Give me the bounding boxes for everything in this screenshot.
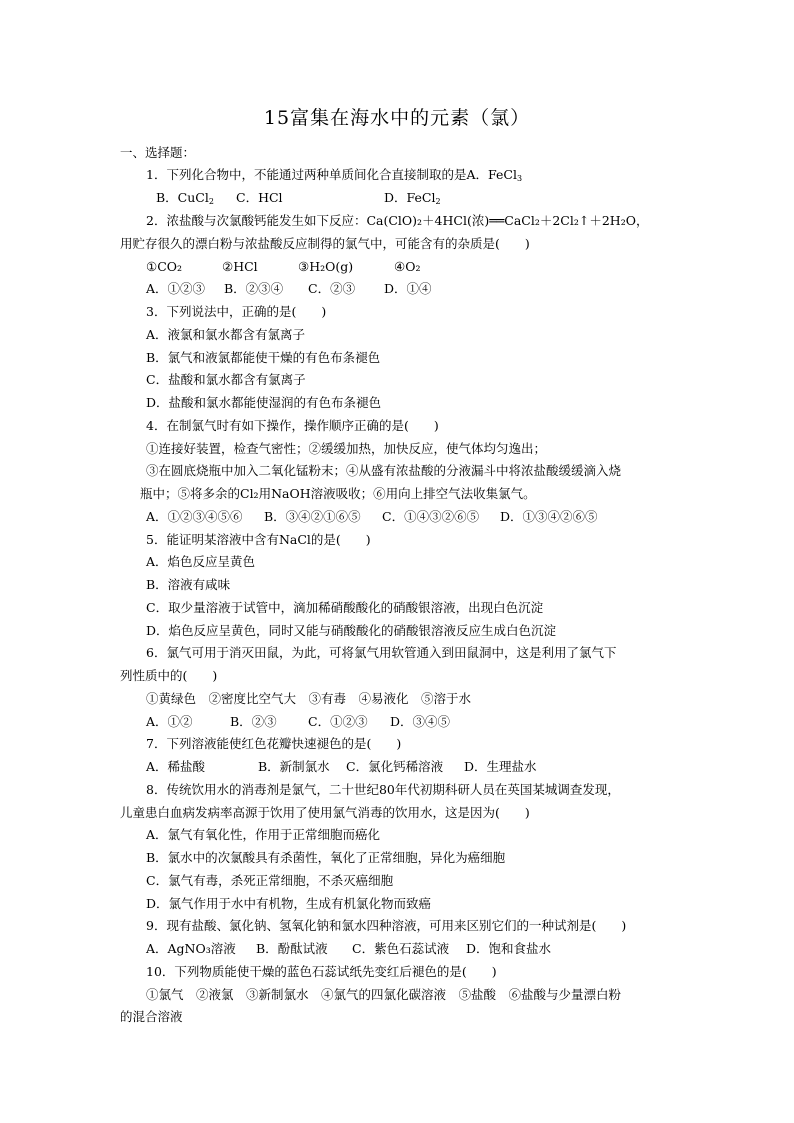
- question-9-stem: 9．现有盐酸、氯化钠、氢氧化钠和氯水四种溶液，可用来区别它们的一种试剂是( ): [146, 918, 627, 933]
- q4-option: D．①③④②⑥⑤: [500, 509, 598, 524]
- q8-option: C．氯气有毒，杀死正常细胞，不杀灭癌细胞: [146, 873, 394, 888]
- q5-option: D．焰色反应呈黄色，同时又能与硝酸酸化的硝酸银溶液反应生成白色沉淀: [146, 623, 557, 638]
- q7-option: D．生理盐水: [464, 759, 537, 774]
- question-4-line-2: ③在圆底烧瓶中加入二氧化锰粉末；④从盛有浓盐酸的分液漏斗中将浓盐酸缓缓滴入烧: [146, 463, 622, 478]
- question-4-line-1: ①连接好装置，检查气密性；②缓缓加热，加快反应，使气体均匀逸出；: [146, 441, 547, 456]
- q3-option: A．液氯和氯水都含有氯离子: [146, 327, 306, 342]
- question-10-line-1: ①氯气 ②液氯 ③新制氯水 ④氯气的四氯化碳溶液 ⑤盐酸 ⑥盐酸与少量漂白粉: [146, 987, 622, 1002]
- q6-option: D．③④⑤: [390, 714, 451, 729]
- question-5-stem: 5．能证明某溶液中含有NaCl的是( ): [146, 532, 371, 547]
- question-2-line-2: 用贮存很久的漂白粉与浓盐酸反应制得的氯气中，可能含有的杂质是( ): [120, 236, 530, 251]
- question-7-stem: 7．下列溶液能使红色花瓣快速褪色的是( ): [146, 736, 402, 751]
- question-6-items: ①黄绿色 ②密度比空气大 ③有毒 ④易液化 ⑤溶于水: [146, 691, 472, 706]
- question-4-stem: 4．在制氯气时有如下操作，操作顺序正确的是( ): [146, 418, 439, 433]
- q1-option-c: C．HCl: [236, 190, 283, 205]
- q2-item: ②HCl: [222, 259, 258, 274]
- question-1-stem: 1．下列化合物中，不能通过两种单质间化合直接制取的是: [146, 167, 467, 182]
- q3-option: C．盐酸和氯水都含有氯离子: [146, 372, 306, 387]
- q1-option-d: D．FeCl$_2$: [384, 190, 441, 206]
- q2-item: ④O₂: [394, 259, 421, 274]
- q5-option: C．取少量溶液于试管中，滴加稀硝酸酸化的硝酸银溶液，出现白色沉淀: [146, 600, 544, 615]
- question-4-line-3: 瓶中；⑤将多余的Cl₂用NaOH溶液吸收；⑥用向上排空气法收集氯气。: [140, 486, 536, 501]
- q8-option: A．氯气有氧化性，作用于正常细胞而癌化: [146, 827, 381, 842]
- q4-option: C．①④③②⑥⑤: [382, 509, 480, 524]
- q5-option: A．焰色反应呈黄色: [146, 554, 256, 569]
- q5-option: B．溶液有咸味: [146, 577, 231, 592]
- q9-option: B．酚酞试液: [256, 941, 328, 956]
- section-heading: 一、选择题：: [120, 145, 196, 160]
- question-8-line-2: 儿童患白血病发病率高源于饮用了使用氯气消毒的饮用水，这是因为( ): [120, 805, 530, 820]
- question-3-stem: 3．下列说法中，正确的是( ): [146, 304, 327, 319]
- question-6-line-1: 6．氯气可用于消灭田鼠，为此，可将氯气用软管通入到田鼠洞中，这是利用了氯气下: [146, 645, 617, 660]
- q6-option: C．①②③: [308, 714, 368, 729]
- q2-option: A．①②③: [146, 281, 206, 296]
- q4-option: B．③④②①⑥⑤: [264, 509, 361, 524]
- q7-option: C．氯化钙稀溶液: [346, 759, 444, 774]
- q9-option: D．饱和食盐水: [466, 941, 552, 956]
- q8-option: D．氯气作用于水中有机物，生成有机氯化物而致癌: [146, 896, 432, 911]
- q1-option-b: B．CuCl$_2$: [156, 190, 214, 206]
- question-7-options: [146, 759, 537, 775]
- q2-item: ③H₂O(g): [298, 259, 354, 274]
- q3-option: D．盐酸和氯水都能使湿润的有色布条褪色: [146, 395, 382, 410]
- question-9-options: [146, 941, 551, 957]
- q1-option-a: A．FeCl$_3$: [466, 167, 523, 183]
- question-1-options: [156, 190, 441, 206]
- question-6-line-2: 列性质中的( ): [120, 668, 218, 683]
- question-2-items: [146, 259, 420, 275]
- question-10-line-2: 的混合溶液: [120, 1009, 183, 1024]
- q2-option: D．①④: [384, 281, 432, 296]
- q8-option: B．氯水中的次氯酸具有杀菌性，氧化了正常细胞，异化为癌细胞: [146, 850, 506, 865]
- question-8-line-1: 8．传统饮用水的消毒剂是氯气，二十世纪80年代初期科研人员在英国某城调查发现，: [146, 782, 620, 797]
- question-4-options: [146, 509, 598, 525]
- page-title: 15富集在海水中的元素（氯）: [263, 107, 531, 129]
- q9-option: C．紫色石蕊试液: [352, 941, 450, 956]
- q4-option: A．①②③④⑤⑥: [146, 509, 243, 524]
- question-1: [146, 167, 522, 183]
- q6-option: B．②③: [230, 714, 277, 729]
- question-10-stem: 10．下列物质能使干燥的蓝色石蕊试纸先变红后褪色的是( ): [146, 964, 497, 979]
- q2-item: ①CO₂: [146, 259, 183, 274]
- q2-option: C．②③: [308, 281, 356, 296]
- question-2-options: [146, 281, 432, 297]
- q9-option: A．AgNO₃溶液: [146, 941, 236, 956]
- q6-option: A．①②: [146, 714, 193, 729]
- q7-option: B．新制氯水: [258, 759, 330, 774]
- question-2-line-1: 2．浓盐酸与次氯酸钙能发生如下反应：Ca(ClO)₂＋4HCl(浓)══CaCl₂＋2Cl₂↑＋2H₂O，: [146, 213, 649, 228]
- q3-option: B．氯气和液氯都能使干燥的有色布条褪色: [146, 350, 381, 365]
- q2-option: B．②③④: [224, 281, 284, 296]
- q7-option: A．稀盐酸: [146, 759, 206, 774]
- question-6-options: [146, 714, 450, 730]
